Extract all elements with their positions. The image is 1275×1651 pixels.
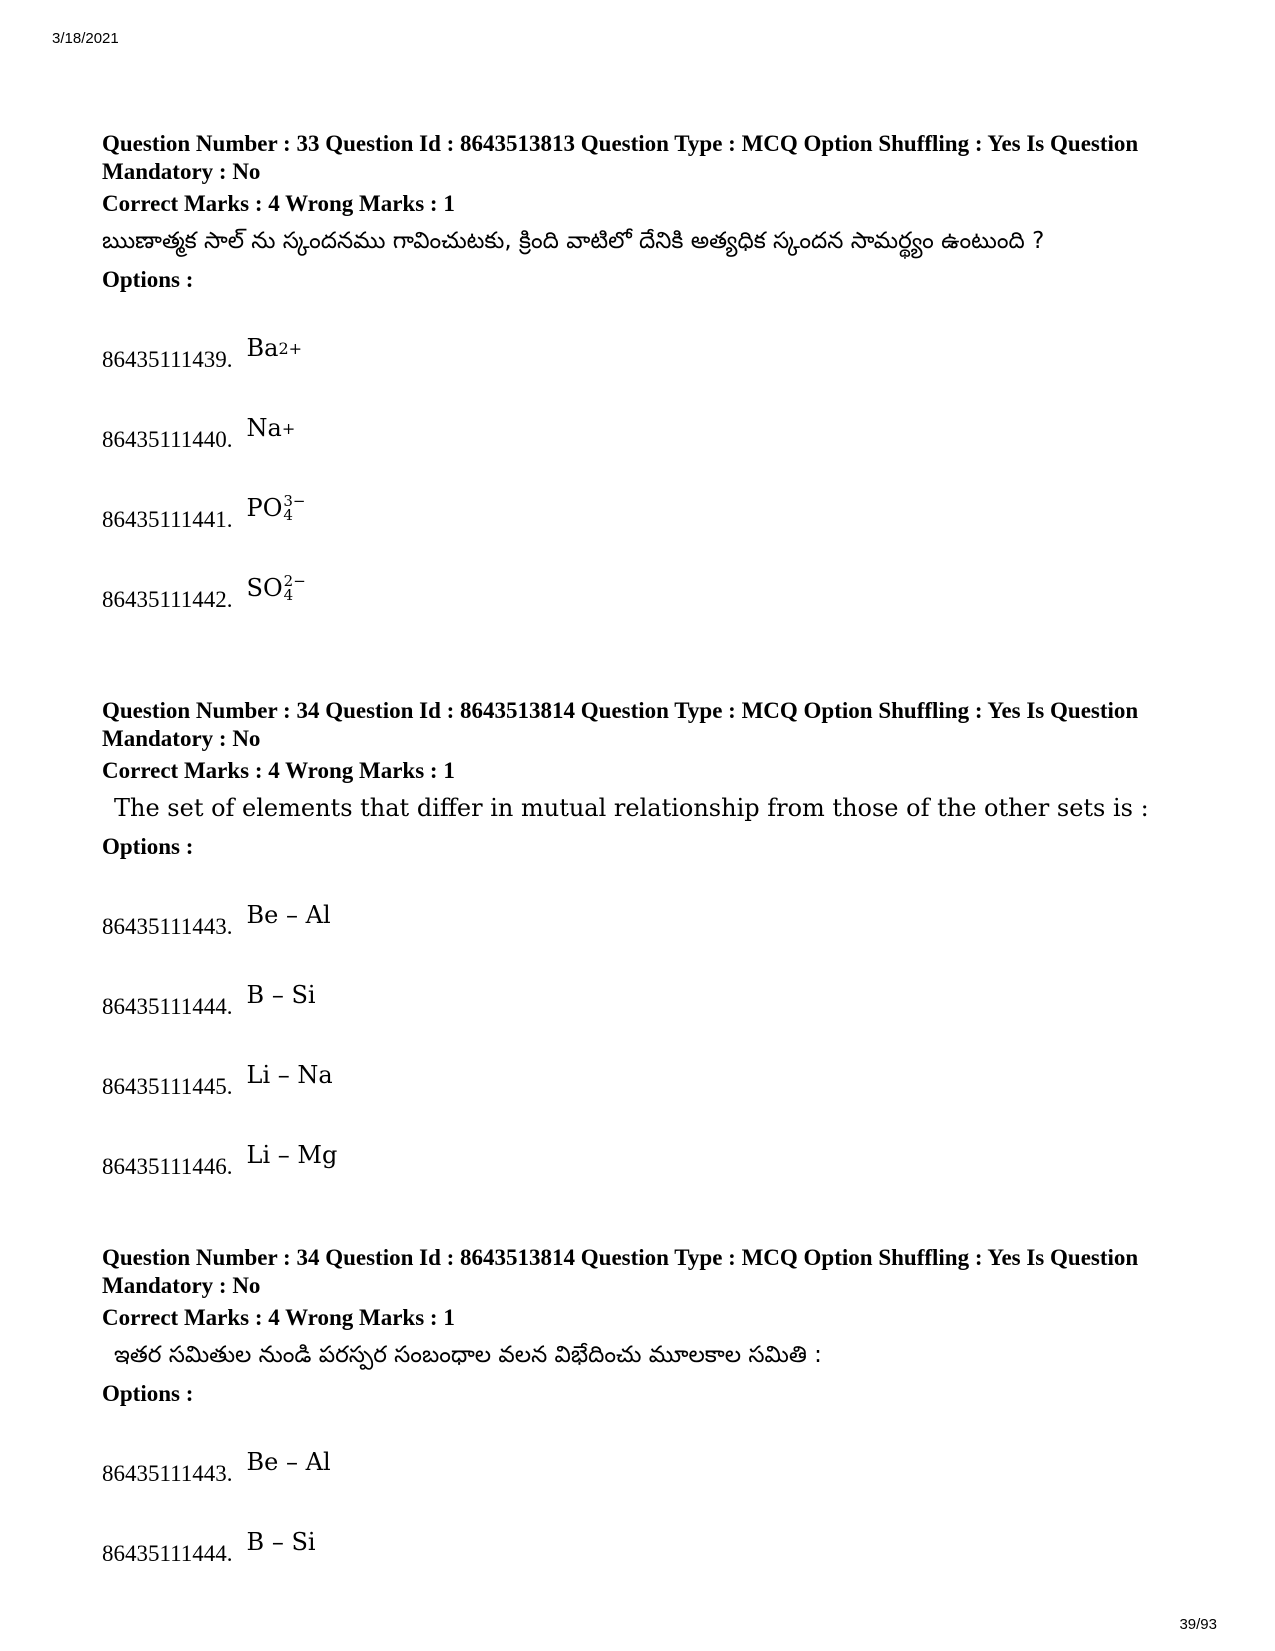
formula-charge: 2+ bbox=[278, 338, 303, 358]
option-value: Li – Mg bbox=[246, 1141, 338, 1169]
question-marks: Correct Marks : 4 Wrong Marks : 1 bbox=[102, 191, 455, 216]
option-value bbox=[247, 414, 296, 442]
option-value: Be – Al bbox=[246, 1448, 331, 1476]
question-text: ఋణాత్మక సాల్ ను స్కందనము గావించుటకు, క్రింది వాటిలో దేనికి అత్యధిక స్కందన సామర్థ్యం ఉంటుంది ? bbox=[102, 228, 1045, 254]
question-header: Question Number : 33 Question Id : 8643513813 Question Type : MCQ Option Shuffling : Yes Is Question Mandatory : No bbox=[102, 131, 1139, 184]
option-id: 86435111440. bbox=[102, 427, 233, 452]
option-id: 86435111444. bbox=[102, 994, 233, 1019]
option-item bbox=[102, 941, 1202, 1021]
formula-subscript: 4 bbox=[283, 586, 294, 604]
option-item bbox=[102, 1101, 1202, 1181]
formula-supsub bbox=[283, 494, 305, 522]
option-item bbox=[102, 861, 1202, 941]
formula-base: SO bbox=[246, 574, 283, 602]
question-marks: Correct Marks : 4 Wrong Marks : 1 bbox=[102, 1305, 455, 1330]
option-item bbox=[102, 534, 1202, 614]
formula-subscript: 4 bbox=[283, 506, 293, 524]
question-block-33 bbox=[102, 130, 1202, 614]
option-id: 86435111446. bbox=[102, 1154, 233, 1179]
option-id: 86435111443. bbox=[102, 914, 233, 939]
formula-charge: 2− bbox=[283, 572, 306, 590]
question-block-34-english bbox=[102, 697, 1202, 1181]
option-value: B – Si bbox=[246, 981, 316, 1009]
option-id: 86435111439. bbox=[102, 347, 233, 372]
option-value bbox=[247, 334, 303, 362]
option-item bbox=[102, 1488, 1202, 1568]
option-value bbox=[247, 574, 306, 602]
option-id: 86435111441. bbox=[102, 507, 233, 532]
formula-base: PO bbox=[246, 494, 283, 522]
page-number: 39/93 bbox=[1179, 1616, 1217, 1633]
option-value: Be – Al bbox=[246, 901, 331, 929]
formula-base: Ba bbox=[246, 334, 279, 362]
options-label: Options : bbox=[102, 834, 194, 859]
option-item bbox=[102, 1408, 1202, 1488]
option-item bbox=[102, 294, 1202, 374]
option-value: B – Si bbox=[246, 1528, 316, 1556]
page-date: 3/18/2021 bbox=[52, 30, 119, 47]
option-item bbox=[102, 374, 1202, 454]
options-label: Options : bbox=[102, 267, 194, 292]
option-item bbox=[102, 454, 1202, 534]
option-id: 86435111445. bbox=[102, 1074, 233, 1099]
formula-charge: 3− bbox=[283, 492, 306, 510]
question-header: Question Number : 34 Question Id : 8643513814 Question Type : MCQ Option Shuffling : Yes Is Question Mandatory : No bbox=[102, 1245, 1139, 1298]
question-marks: Correct Marks : 4 Wrong Marks : 1 bbox=[102, 758, 455, 783]
option-item bbox=[102, 1021, 1202, 1101]
formula-supsub bbox=[284, 574, 306, 602]
question-text: ఇతర సమితుల నుండి పరస్పర సంబంధాల వలన విభేదించు మూలకాల సమితి : bbox=[114, 1342, 822, 1368]
options-label: Options : bbox=[102, 1381, 194, 1406]
formula-base: Na bbox=[246, 414, 282, 442]
question-text: The set of elements that differ in mutual relationship from those of the other sets is : bbox=[114, 794, 1149, 822]
option-id: 86435111443. bbox=[102, 1461, 233, 1486]
question-block-34-telugu bbox=[102, 1244, 1202, 1568]
option-id: 86435111444. bbox=[102, 1541, 233, 1566]
option-value: Li – Na bbox=[246, 1061, 333, 1089]
option-value bbox=[247, 494, 306, 522]
question-header: Question Number : 34 Question Id : 8643513814 Question Type : MCQ Option Shuffling : Yes Is Question Mandatory : No bbox=[102, 698, 1139, 751]
formula-charge: + bbox=[281, 418, 296, 438]
option-id: 86435111442. bbox=[102, 587, 233, 612]
